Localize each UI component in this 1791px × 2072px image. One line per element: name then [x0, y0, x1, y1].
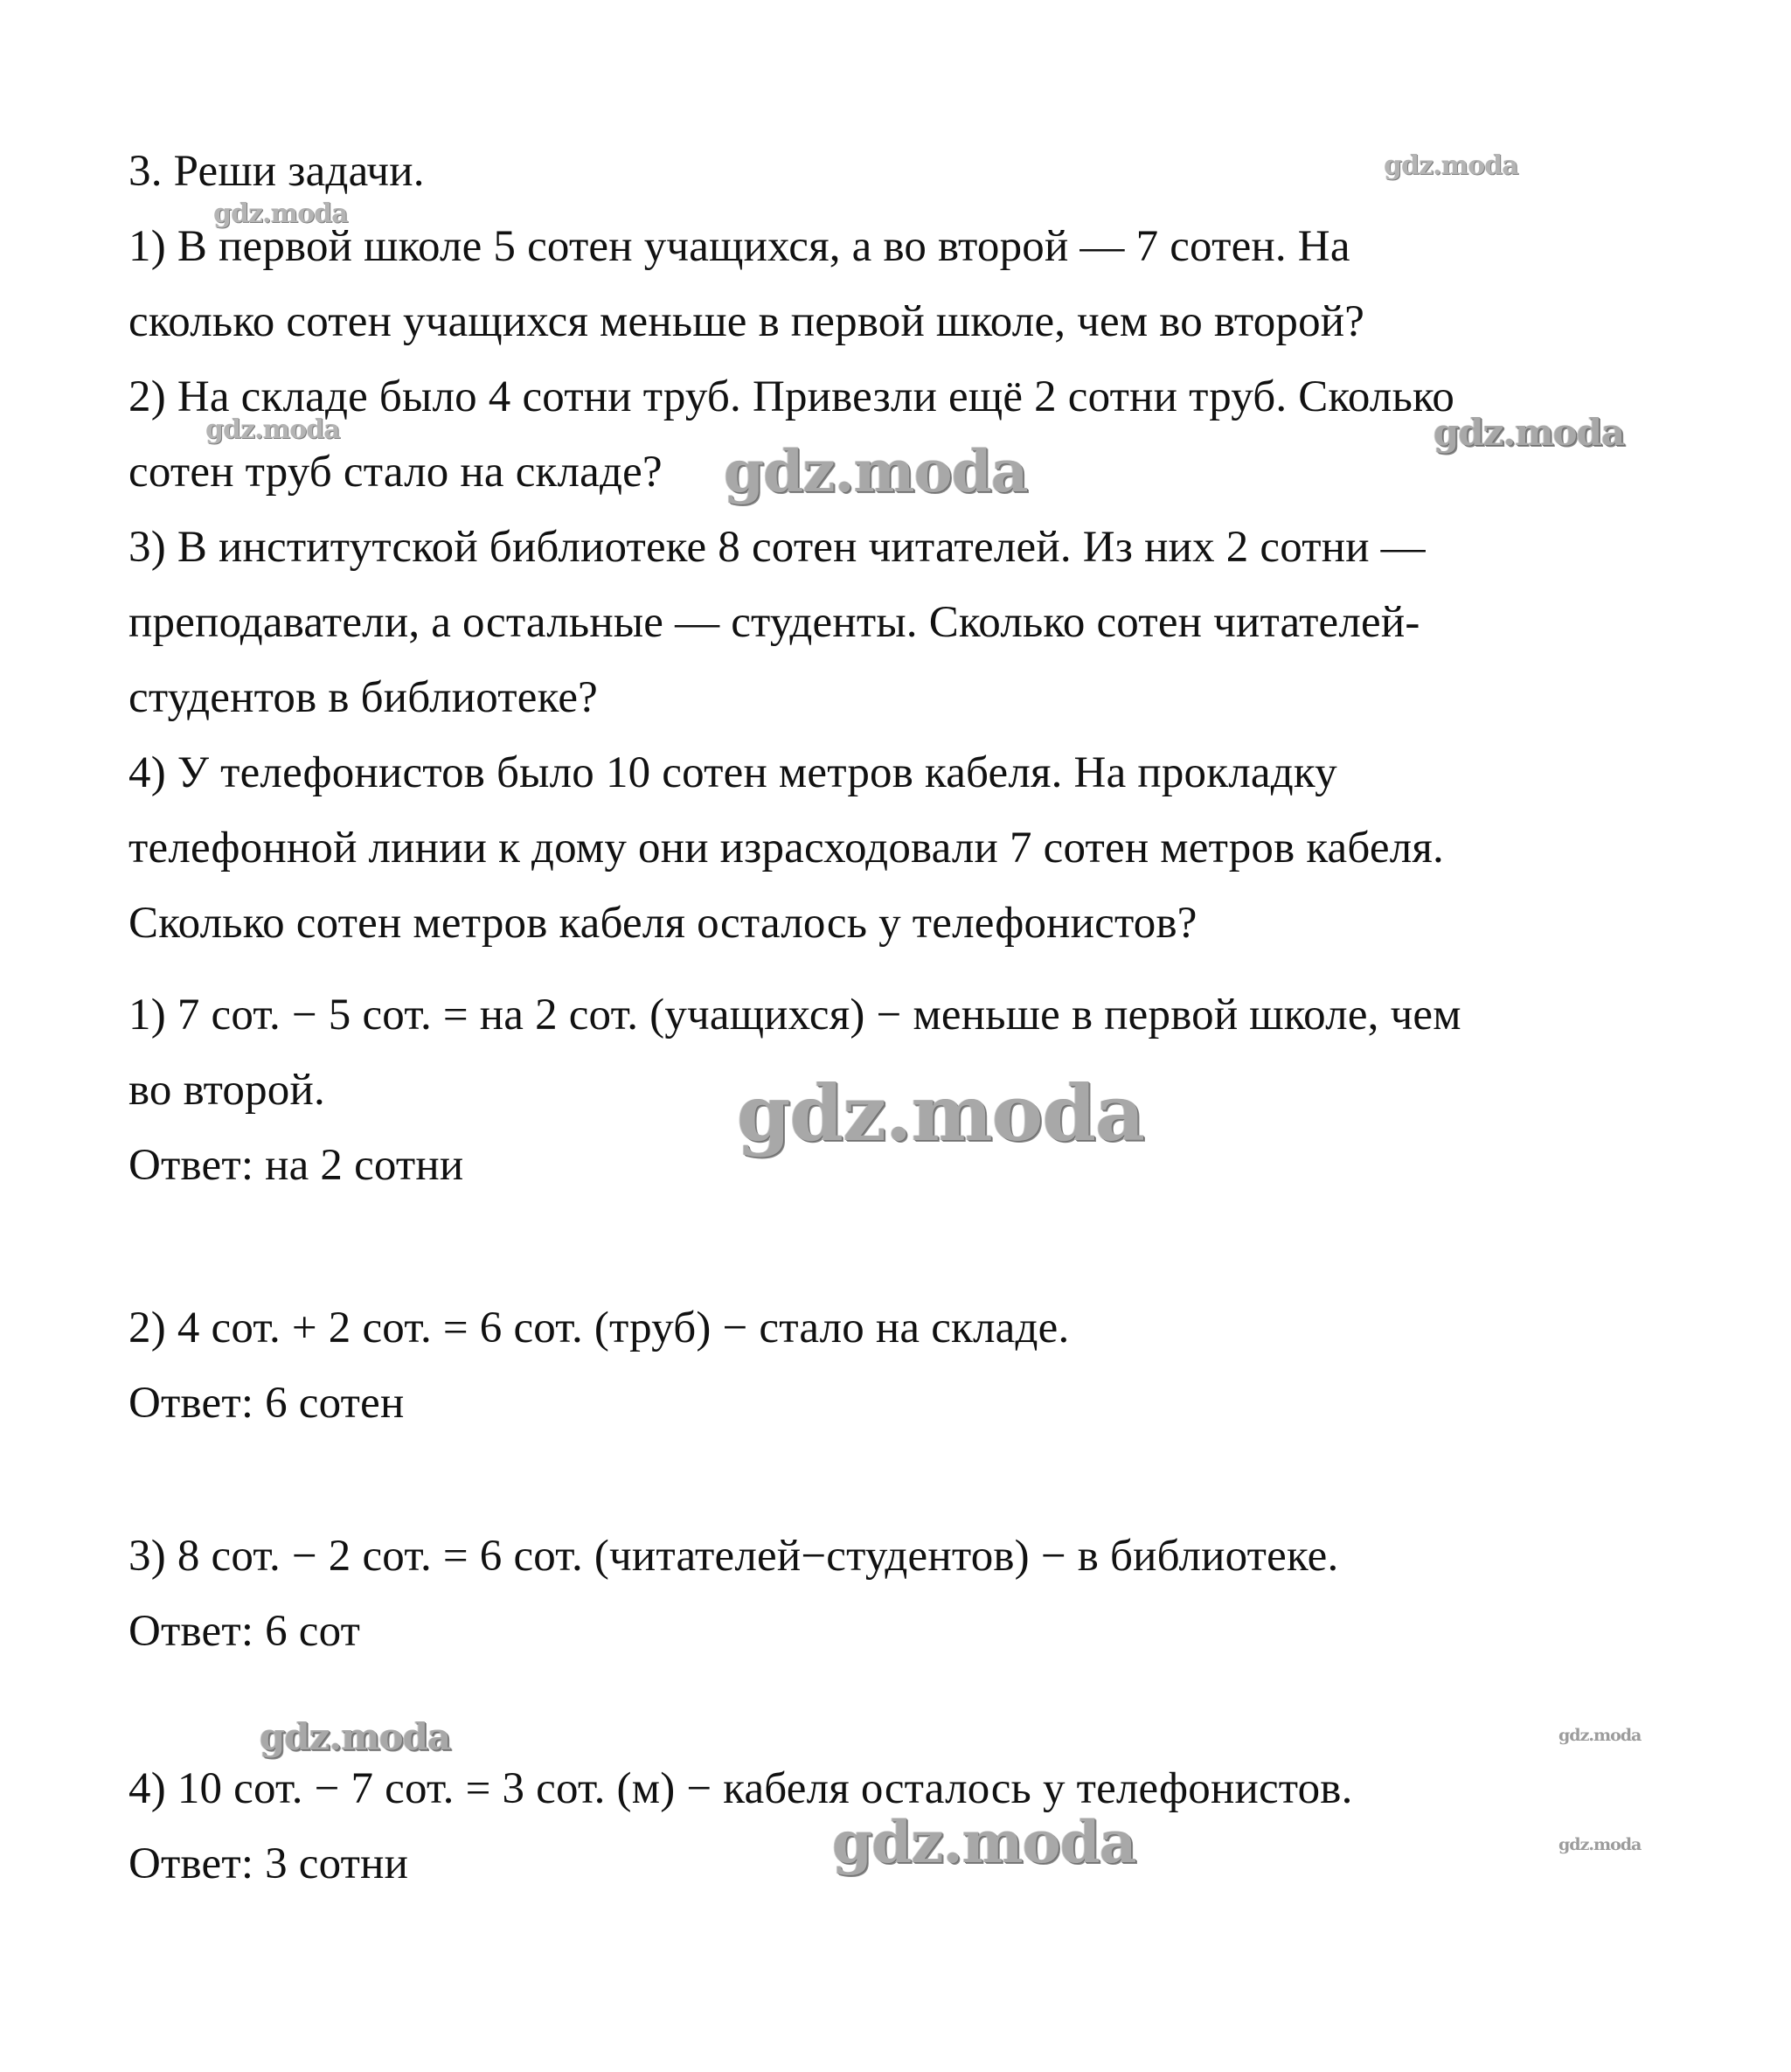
solution-answer: Ответ: 6 сот: [128, 1607, 361, 1656]
watermark: gdz.moda: [205, 414, 340, 445]
watermark: gdz.moda: [1558, 1835, 1642, 1854]
solution-line: во второй.: [128, 1066, 325, 1115]
task-line: 2) На складе было 4 сотни труб. Привезли ещё 2 сотни труб. Сколько: [128, 372, 1455, 421]
solution-line: 2) 4 сот. + 2 сот. = 6 сот. (труб) − стало на складе.: [128, 1304, 1070, 1352]
task-line: студентов в библиотеке?: [128, 673, 598, 722]
solution-answer: Ответ: на 2 сотни: [128, 1141, 464, 1190]
task-line: сотен труб стало на складе?: [128, 448, 663, 497]
watermark: gdz.moda: [1558, 1726, 1642, 1745]
task-line: 1) В первой школе 5 сотен учащихся, а во второй — 7 сотен. На: [128, 222, 1350, 271]
watermark: gdz.moda: [1384, 150, 1518, 181]
solution-answer: Ответ: 3 сотни: [128, 1839, 409, 1888]
task-line: Сколько сотен метров кабеля осталось у телефонистов?: [128, 899, 1197, 948]
watermark: gdz.moda: [213, 198, 348, 229]
watermark: gdz.moda: [1433, 411, 1625, 454]
task-line: сколько сотен учащихся меньше в первой школе, чем во второй?: [128, 297, 1365, 346]
solution-line: 4) 10 сот. − 7 сот. = 3 сот. (м) − кабеля осталось у телефонистов.: [128, 1764, 1353, 1813]
task-heading: 3. Реши задачи.: [128, 147, 425, 196]
solution-line: 3) 8 сот. − 2 сот. = 6 сот. (читателей−студентов) − в библиотеке.: [128, 1532, 1339, 1581]
watermark: gdz.moda: [832, 1808, 1136, 1876]
solution-line: 1) 7 сот. − 5 сот. = на 2 сот. (учащихся) − меньше в первой школе, чем: [128, 991, 1461, 1039]
task-line: телефонной линии к дому они израсходовали 7 сотен метров кабеля.: [128, 824, 1444, 873]
task-line: 3) В институтской библиотеке 8 сотен читателей. Из них 2 сотни —: [128, 523, 1426, 572]
task-line: преподаватели, а остальные — студенты. Сколько сотен читателей-: [128, 598, 1420, 647]
watermark: gdz.moda: [724, 437, 1028, 505]
solution-answer: Ответ: 6 сотен: [128, 1379, 405, 1428]
watermark: gdz.moda: [737, 1067, 1145, 1158]
task-line: 4) У телефонистов было 10 сотен метров кабеля. На прокладку: [128, 748, 1337, 797]
watermark: gdz.moda: [260, 1715, 451, 1758]
